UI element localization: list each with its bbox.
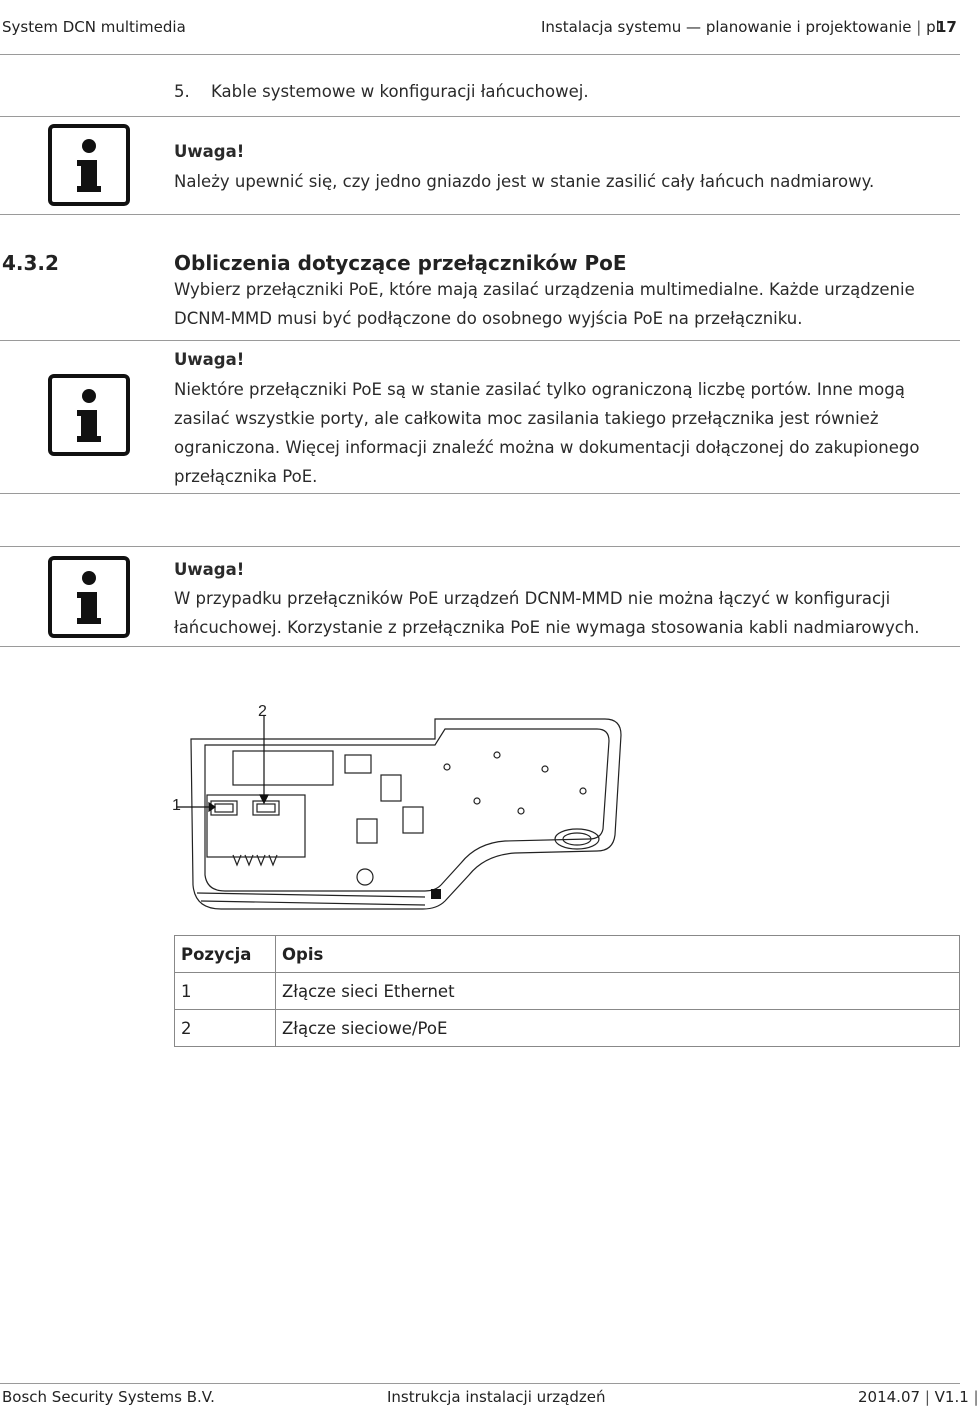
footer-separator: | bbox=[924, 1388, 935, 1406]
section-title: Obliczenia dotyczące przełączników PoE bbox=[174, 251, 627, 275]
footer-center: Instrukcja instalacji urządzeń bbox=[387, 1388, 606, 1406]
table-row bbox=[175, 1010, 960, 1047]
table-cell-description: Złącze sieciowe/PoE bbox=[276, 1010, 960, 1047]
header-left: System DCN multimedia bbox=[2, 18, 186, 36]
note-3-line-1: W przypadku przełączników PoE urządzeń DCNM-MMD nie można łączyć w konfiguracji bbox=[174, 589, 891, 608]
note-3-line-2: łańcuchowej. Korzystanie z przełącznika PoE nie wymaga stosowania kabli nadmiarowych. bbox=[174, 618, 920, 637]
note-2-bottom-rule bbox=[0, 493, 960, 494]
note-1-title: Uwaga! bbox=[174, 142, 245, 161]
footer-left: Bosch Security Systems B.V. bbox=[2, 1388, 215, 1406]
footer-rule bbox=[0, 1383, 960, 1384]
note-3-bottom-rule bbox=[0, 646, 960, 647]
table-header-position: Pozycja bbox=[175, 936, 276, 973]
callout-2-label: 2 bbox=[258, 703, 267, 720]
footer-date: 2014.07 bbox=[858, 1388, 921, 1406]
note-1-bottom-rule bbox=[0, 214, 960, 215]
device-illustration bbox=[185, 715, 625, 915]
table-cell-position: 2 bbox=[175, 1010, 276, 1047]
info-icon bbox=[48, 556, 130, 638]
section-paragraph bbox=[174, 275, 915, 333]
note-2-top-rule bbox=[0, 340, 960, 341]
note-2-line-4: przełącznika PoE. bbox=[174, 467, 318, 486]
header-center bbox=[541, 18, 940, 36]
note-2-line-3: ograniczona. Więcej informacji znaleźć można w dokumentacji dołączonej do zakupionego bbox=[174, 438, 920, 457]
note-3-text bbox=[174, 584, 920, 642]
note-3-top-rule bbox=[0, 546, 960, 547]
table-header-description: Opis bbox=[276, 936, 960, 973]
legend-table bbox=[174, 935, 960, 1047]
header-separator: | bbox=[916, 18, 927, 36]
note-2-line-1: Niektóre przełączniki PoE są w stanie zasilać tylko ograniczoną liczbę portów. Inne mogą bbox=[174, 380, 905, 399]
table-cell-description: Złącze sieci Ethernet bbox=[276, 973, 960, 1010]
note-2-line-2: zasilać wszystkie porty, ale całkowita moc zasilania takiego przełącznika jest również bbox=[174, 409, 879, 428]
note-2-title: Uwaga! bbox=[174, 350, 245, 369]
header-rule bbox=[0, 54, 960, 55]
footer-separator: | bbox=[973, 1388, 979, 1406]
section-number: 4.3.2 bbox=[2, 251, 59, 275]
list-item-number: 5. bbox=[174, 82, 190, 101]
footer-version: V1.1 bbox=[934, 1388, 969, 1406]
note-2-text bbox=[174, 375, 919, 491]
info-icon bbox=[48, 124, 130, 206]
note-1-top-rule bbox=[0, 116, 960, 117]
note-1-text: Należy upewnić się, czy jedno gniazdo jest w stanie zasilić cały łańcuch nadmiarowy. bbox=[174, 172, 875, 191]
list-item-text: Kable systemowe w konfiguracji łańcuchowej. bbox=[211, 82, 589, 101]
table-row bbox=[175, 973, 960, 1010]
note-3-title: Uwaga! bbox=[174, 560, 245, 579]
section-line-2: DCNM-MMD musi być podłączone do osobnego wyjścia PoE na przełączniku. bbox=[174, 309, 803, 328]
footer-right bbox=[858, 1388, 979, 1406]
section-line-1: Wybierz przełączniki PoE, które mają zasilać urządzenia multimedialne. Każde urządzenie bbox=[174, 280, 915, 299]
header-chapter: Instalacja systemu — planowanie i projektowanie bbox=[541, 18, 912, 36]
table-header-row bbox=[175, 936, 960, 973]
table-cell-position: 1 bbox=[175, 973, 276, 1010]
header-lang: pl bbox=[926, 18, 940, 36]
list-item bbox=[174, 77, 589, 106]
info-icon bbox=[48, 374, 130, 456]
page-number: 17 bbox=[936, 18, 957, 36]
callout-1-label: 1 bbox=[172, 797, 181, 814]
